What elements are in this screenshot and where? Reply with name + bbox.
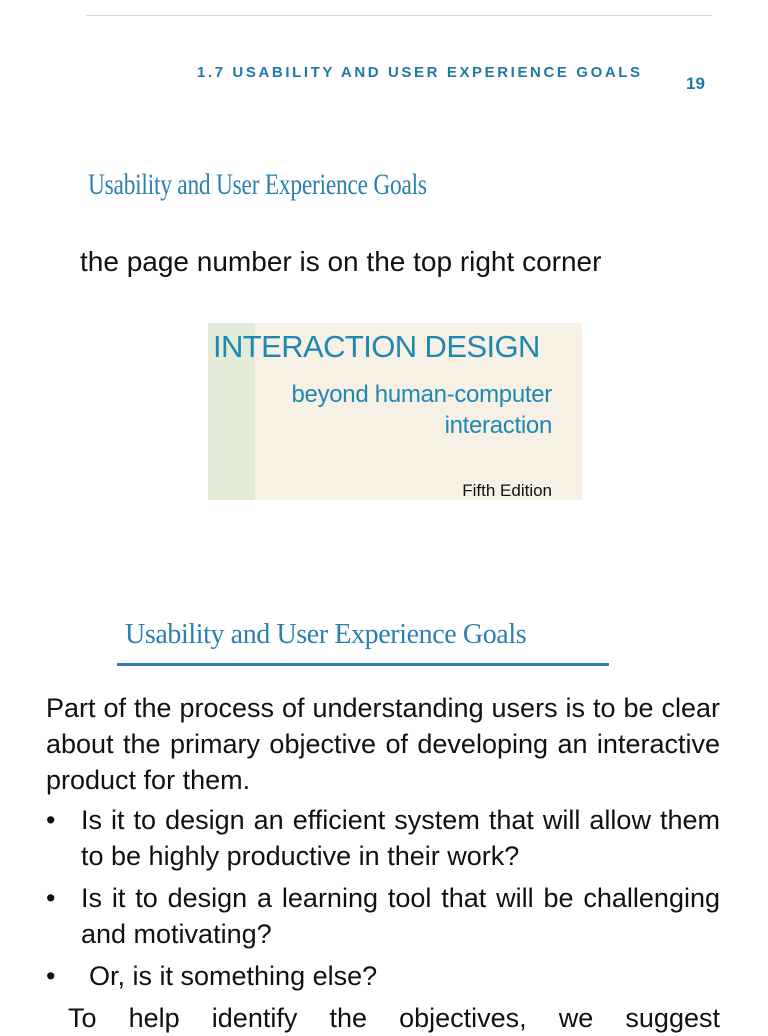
bullet-icon: •	[46, 961, 56, 991]
cover-title: INTERACTION DESIGN	[213, 329, 540, 364]
section-underline	[117, 663, 609, 666]
body-text	[46, 690, 720, 1036]
closing-paragraph: To help identify the objectives, we suggest	[68, 1003, 720, 1033]
section-title-top: Usability and User Experience Goals	[88, 168, 427, 201]
running-head: 1.7 USABILITY AND USER EXPERIENCE GOALS	[197, 64, 643, 81]
section-title-bottom: Usability and User Experience Goals	[125, 619, 527, 650]
bullet-icon: •	[46, 883, 56, 913]
caption-text: the page number is on the top right corner	[80, 246, 602, 277]
cover-subtitle-line2: interaction	[444, 412, 552, 439]
intro-paragraph: Part of the process of understanding users is to be clear about the primary objective of developing an interactive product for them.	[46, 693, 720, 795]
cover-subtitle-line1: beyond human-computer	[291, 381, 552, 408]
list-item	[46, 880, 720, 952]
book-cover-image	[208, 323, 582, 500]
list-item	[46, 802, 720, 874]
list-item-text: Or, is it something else?	[89, 961, 378, 991]
cover-edition: Fifth Edition	[462, 481, 552, 500]
list-item	[46, 958, 720, 994]
list-item-text: Is it to design a learning tool that will be challenging and motivating?	[81, 883, 720, 949]
objective-list	[46, 802, 720, 994]
bullet-icon: •	[46, 805, 56, 835]
list-item-text: Is it to design an efficient system that will allow them to be highly productive in their work?	[81, 805, 720, 871]
cover-subtitle	[291, 379, 552, 441]
page-number: 19	[686, 74, 705, 93]
top-divider	[86, 15, 712, 16]
